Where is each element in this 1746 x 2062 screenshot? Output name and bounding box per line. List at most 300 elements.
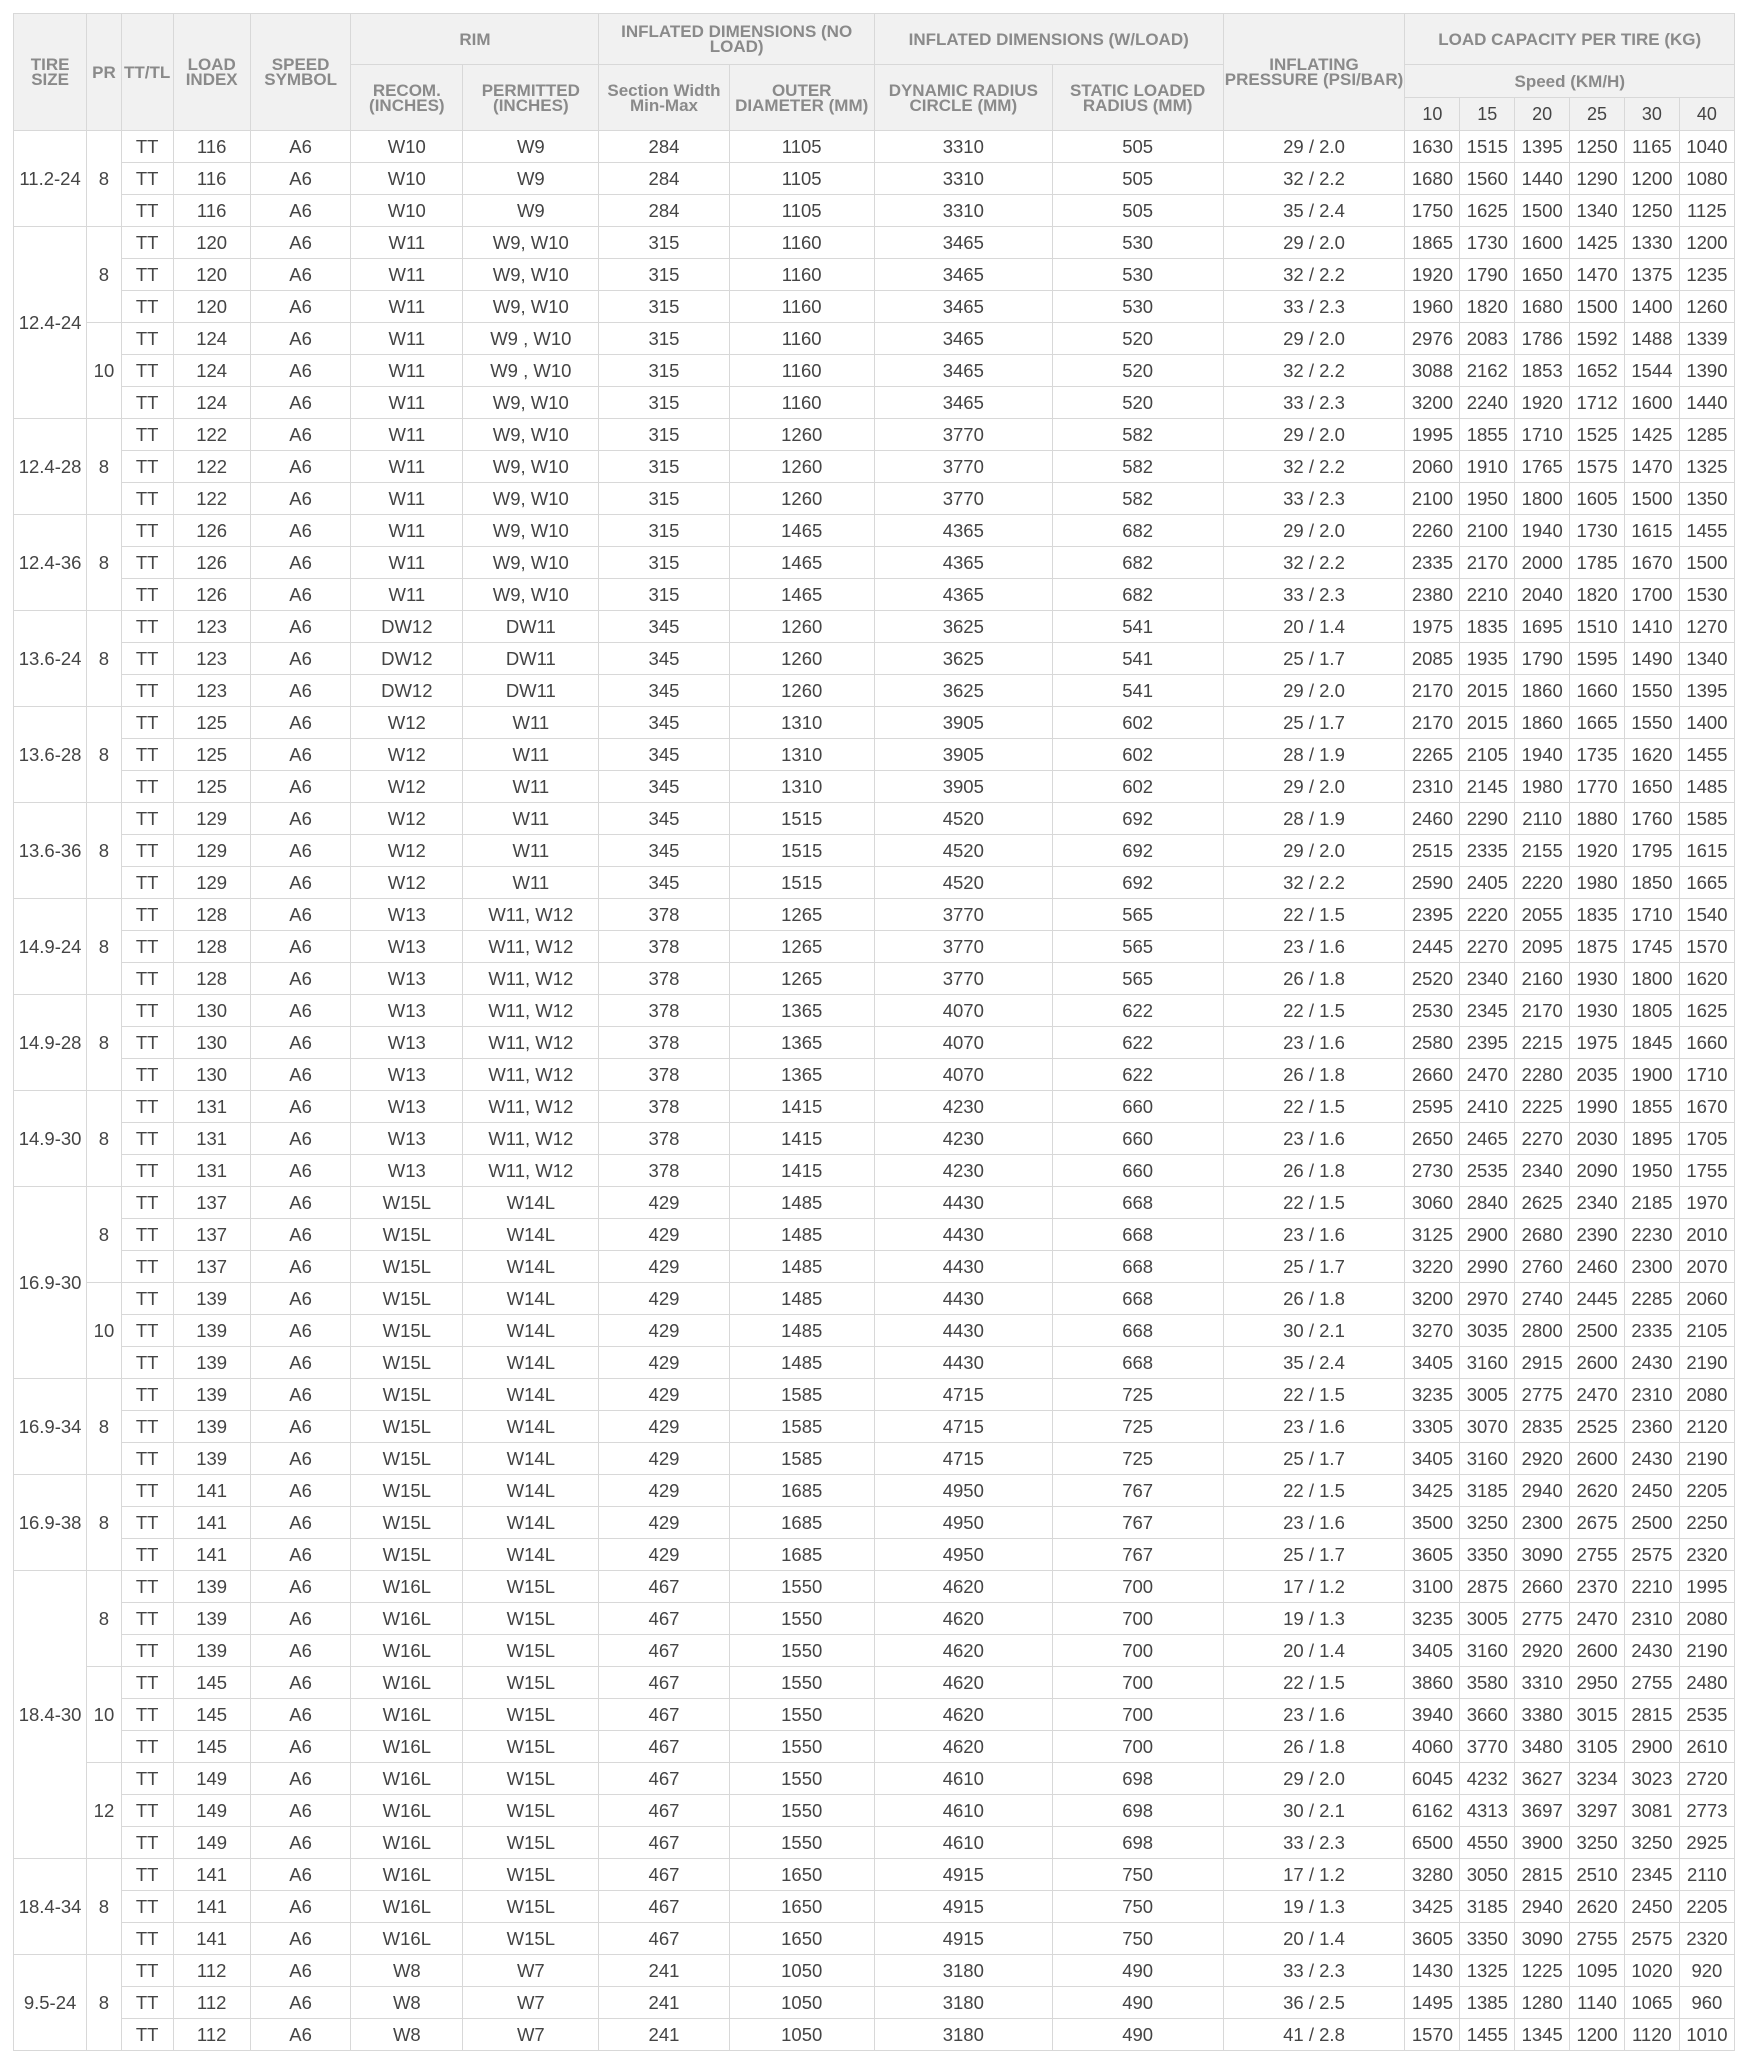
cell-rim-recom: W16L [351,1859,463,1891]
cell-tt-tl: TT [121,515,173,547]
cell-outer-diameter: 1365 [729,995,874,1027]
cell-load-10: 2395 [1405,899,1460,931]
cell-tt-tl: TT [121,707,173,739]
cell-load-index: 141 [173,1891,250,1923]
cell-static-radius: 692 [1052,835,1223,867]
cell-load-20: 1225 [1515,1955,1570,1987]
cell-static-radius: 700 [1052,1571,1223,1603]
cell-speed-symbol: A6 [250,1219,351,1251]
cell-inflating-pressure: 22 / 1.5 [1223,1475,1405,1507]
cell-load-index: 122 [173,451,250,483]
cell-load-10: 2060 [1405,451,1460,483]
cell-speed-symbol: A6 [250,1795,351,1827]
table-row [14,515,1735,547]
cell-load-25: 1200 [1570,2019,1625,2051]
cell-load-30: 1330 [1624,227,1679,259]
cell-rim-permitted: DW11 [463,675,599,707]
cell-load-25: 2950 [1570,1667,1625,1699]
cell-inflating-pressure: 33 / 2.3 [1223,291,1405,323]
cell-load-40: 2610 [1679,1731,1734,1763]
cell-outer-diameter: 1160 [729,387,874,419]
cell-outer-diameter: 1465 [729,547,874,579]
cell-section-width: 315 [599,387,729,419]
cell-tire-size: 16.9-34 [14,1379,87,1475]
cell-speed-symbol: A6 [250,1571,351,1603]
cell-dynamic-radius: 4230 [874,1155,1052,1187]
cell-tt-tl: TT [121,867,173,899]
cell-dynamic-radius: 4915 [874,1923,1052,1955]
cell-section-width: 429 [599,1283,729,1315]
cell-section-width: 284 [599,195,729,227]
cell-static-radius: 541 [1052,643,1223,675]
cell-load-25: 2090 [1570,1155,1625,1187]
cell-load-10: 2976 [1405,323,1460,355]
cell-tt-tl: TT [121,259,173,291]
cell-inflating-pressure: 33 / 2.3 [1223,1827,1405,1859]
cell-load-40: 1995 [1679,1571,1734,1603]
cell-load-25: 1250 [1570,131,1625,163]
cell-inflating-pressure: 29 / 2.0 [1223,131,1405,163]
cell-load-20: 1600 [1515,227,1570,259]
cell-load-30: 2335 [1624,1315,1679,1347]
cell-dynamic-radius: 4230 [874,1123,1052,1155]
cell-outer-diameter: 1550 [729,1635,874,1667]
cell-tt-tl: TT [121,547,173,579]
cell-load-10: 3425 [1405,1891,1460,1923]
cell-load-10: 3940 [1405,1699,1460,1731]
cell-rim-recom: W16L [351,1827,463,1859]
cell-outer-diameter: 1050 [729,1955,874,1987]
cell-load-20: 2095 [1515,931,1570,963]
cell-load-25: 2445 [1570,1283,1625,1315]
cell-inflating-pressure: 29 / 2.0 [1223,1763,1405,1795]
cell-speed-symbol: A6 [250,291,351,323]
cell-static-radius: 725 [1052,1379,1223,1411]
cell-speed-symbol: A6 [250,515,351,547]
cell-load-index: 126 [173,547,250,579]
cell-dynamic-radius: 3465 [874,387,1052,419]
cell-section-width: 378 [599,1027,729,1059]
cell-speed-symbol: A6 [250,1987,351,2019]
cell-load-30: 2285 [1624,1283,1679,1315]
cell-tire-size: 12.4-24 [14,227,87,419]
cell-pr: 8 [87,611,122,707]
cell-outer-diameter: 1585 [729,1379,874,1411]
cell-load-25: 1665 [1570,707,1625,739]
cell-rim-recom: W12 [351,803,463,835]
cell-tt-tl: TT [121,1667,173,1699]
cell-static-radius: 700 [1052,1667,1223,1699]
cell-pr: 12 [87,1763,122,1859]
cell-load-40: 1260 [1679,291,1734,323]
cell-load-30: 2210 [1624,1571,1679,1603]
table-row [14,1603,1735,1635]
cell-static-radius: 505 [1052,163,1223,195]
cell-speed-symbol: A6 [250,1699,351,1731]
cell-load-10: 6500 [1405,1827,1460,1859]
cell-load-30: 1400 [1624,291,1679,323]
cell-inflating-pressure: 33 / 2.3 [1223,483,1405,515]
cell-dynamic-radius: 3180 [874,2019,1052,2051]
tire-spec-table-wrapper [13,13,1735,2051]
cell-pr: 10 [87,1667,122,1763]
cell-load-20: 3697 [1515,1795,1570,1827]
cell-load-index: 141 [173,1923,250,1955]
cell-load-20: 2660 [1515,1571,1570,1603]
cell-load-15: 1455 [1460,2019,1515,2051]
cell-inflating-pressure: 23 / 1.6 [1223,931,1405,963]
cell-section-width: 467 [599,1635,729,1667]
col-rim-recom: RECOM. (INCHES) [351,65,463,131]
cell-tt-tl: TT [121,1987,173,2019]
cell-load-40: 2190 [1679,1635,1734,1667]
cell-pr: 8 [87,515,122,611]
cell-inflating-pressure: 26 / 1.8 [1223,1155,1405,1187]
cell-rim-permitted: W9, W10 [463,387,599,419]
cell-static-radius: 582 [1052,451,1223,483]
cell-outer-diameter: 1310 [729,739,874,771]
cell-load-index: 122 [173,483,250,515]
cell-section-width: 467 [599,1667,729,1699]
cell-section-width: 429 [599,1539,729,1571]
cell-speed-symbol: A6 [250,419,351,451]
cell-load-20: 2920 [1515,1443,1570,1475]
cell-outer-diameter: 1685 [729,1507,874,1539]
cell-load-15: 3770 [1460,1731,1515,1763]
cell-load-15: 1935 [1460,643,1515,675]
cell-load-25: 2470 [1570,1603,1625,1635]
cell-load-40: 2080 [1679,1603,1734,1635]
cell-tt-tl: TT [121,451,173,483]
cell-outer-diameter: 1265 [729,931,874,963]
cell-rim-permitted: W14L [463,1379,599,1411]
cell-load-15: 1950 [1460,483,1515,515]
cell-outer-diameter: 1515 [729,835,874,867]
cell-inflating-pressure: 32 / 2.2 [1223,355,1405,387]
cell-section-width: 345 [599,835,729,867]
cell-dynamic-radius: 4070 [874,1027,1052,1059]
cell-load-index: 137 [173,1219,250,1251]
cell-tt-tl: TT [121,2019,173,2051]
cell-speed-symbol: A6 [250,163,351,195]
cell-static-radius: 602 [1052,707,1223,739]
cell-load-25: 1592 [1570,323,1625,355]
cell-load-10: 3235 [1405,1379,1460,1411]
cell-static-radius: 622 [1052,995,1223,1027]
cell-inflating-pressure: 23 / 1.6 [1223,1219,1405,1251]
table-row [14,259,1735,291]
table-row [14,1923,1735,1955]
cell-load-40: 1500 [1679,547,1734,579]
cell-load-30: 1615 [1624,515,1679,547]
cell-tt-tl: TT [121,1315,173,1347]
cell-inflating-pressure: 25 / 1.7 [1223,707,1405,739]
cell-outer-diameter: 1260 [729,643,874,675]
cell-speed-symbol: A6 [250,739,351,771]
cell-load-15: 2220 [1460,899,1515,931]
cell-load-40: 1710 [1679,1059,1734,1091]
cell-section-width: 429 [599,1219,729,1251]
cell-load-40: 1670 [1679,1091,1734,1123]
cell-load-15: 2970 [1460,1283,1515,1315]
cell-load-20: 1710 [1515,419,1570,451]
cell-tt-tl: TT [121,1155,173,1187]
cell-load-30: 1470 [1624,451,1679,483]
cell-tire-size: 16.9-30 [14,1187,87,1379]
cell-load-10: 1750 [1405,195,1460,227]
cell-tire-size: 12.4-36 [14,515,87,611]
cell-load-40: 2120 [1679,1411,1734,1443]
col-load-index: LOAD INDEX [173,14,250,131]
cell-section-width: 345 [599,771,729,803]
cell-dynamic-radius: 4230 [874,1091,1052,1123]
cell-static-radius: 530 [1052,227,1223,259]
cell-rim-recom: W11 [351,291,463,323]
cell-speed-symbol: A6 [250,451,351,483]
cell-load-10: 3088 [1405,355,1460,387]
table-row [14,483,1735,515]
cell-load-30: 1375 [1624,259,1679,291]
cell-section-width: 467 [599,1859,729,1891]
cell-rim-recom: W8 [351,2019,463,2051]
cell-rim-permitted: W11, W12 [463,1091,599,1123]
cell-load-index: 125 [173,707,250,739]
cell-speed-symbol: A6 [250,1859,351,1891]
cell-load-20: 2940 [1515,1891,1570,1923]
cell-load-15: 3005 [1460,1379,1515,1411]
cell-load-30: 1550 [1624,675,1679,707]
cell-load-25: 1770 [1570,771,1625,803]
cell-outer-diameter: 1515 [729,867,874,899]
table-row [14,675,1735,707]
cell-static-radius: 668 [1052,1283,1223,1315]
cell-load-30: 1650 [1624,771,1679,803]
cell-dynamic-radius: 4430 [874,1251,1052,1283]
cell-section-width: 315 [599,579,729,611]
cell-load-25: 3015 [1570,1699,1625,1731]
cell-tt-tl: TT [121,995,173,1027]
cell-inflating-pressure: 20 / 1.4 [1223,611,1405,643]
cell-speed-symbol: A6 [250,1347,351,1379]
cell-load-40: 1340 [1679,643,1734,675]
cell-section-width: 467 [599,1763,729,1795]
cell-tt-tl: TT [121,1763,173,1795]
cell-load-15: 2210 [1460,579,1515,611]
cell-load-15: 4232 [1460,1763,1515,1795]
cell-rim-permitted: W11, W12 [463,1059,599,1091]
cell-tt-tl: TT [121,355,173,387]
cell-load-10: 1960 [1405,291,1460,323]
cell-load-20: 2760 [1515,1251,1570,1283]
cell-outer-diameter: 1265 [729,899,874,931]
cell-dynamic-radius: 3310 [874,163,1052,195]
cell-load-15: 1820 [1460,291,1515,323]
cell-load-20: 2215 [1515,1027,1570,1059]
cell-load-30: 1795 [1624,835,1679,867]
cell-load-40: 2250 [1679,1507,1734,1539]
cell-tt-tl: TT [121,163,173,195]
col-outer-diameter: OUTER DIAMETER (MM) [729,65,874,131]
cell-section-width: 429 [599,1187,729,1219]
cell-load-15: 1790 [1460,259,1515,291]
col-static-radius: STATIC LOADED RADIUS (MM) [1052,65,1223,131]
cell-rim-permitted: W14L [463,1315,599,1347]
cell-dynamic-radius: 3905 [874,707,1052,739]
cell-rim-recom: W16L [351,1635,463,1667]
cell-load-index: 126 [173,579,250,611]
cell-load-30: 2450 [1624,1891,1679,1923]
cell-load-index: 116 [173,195,250,227]
cell-load-10: 3200 [1405,1283,1460,1315]
cell-load-20: 2680 [1515,1219,1570,1251]
cell-load-25: 3234 [1570,1763,1625,1795]
cell-speed-symbol: A6 [250,675,351,707]
cell-speed-symbol: A6 [250,1731,351,1763]
table-row [14,291,1735,323]
cell-load-25: 1652 [1570,355,1625,387]
cell-load-index: 129 [173,867,250,899]
cell-load-20: 1860 [1515,707,1570,739]
cell-speed-symbol: A6 [250,227,351,259]
cell-section-width: 467 [599,1731,729,1763]
cell-tt-tl: TT [121,675,173,707]
cell-rim-permitted: W14L [463,1347,599,1379]
cell-load-30: 1950 [1624,1155,1679,1187]
cell-tt-tl: TT [121,1443,173,1475]
cell-load-index: 124 [173,387,250,419]
cell-load-index: 125 [173,739,250,771]
col-speed-40: 40 [1679,98,1734,131]
cell-rim-recom: W13 [351,963,463,995]
cell-outer-diameter: 1260 [729,451,874,483]
cell-rim-permitted: W9, W10 [463,547,599,579]
cell-rim-recom: W13 [351,1091,463,1123]
cell-tt-tl: TT [121,931,173,963]
cell-rim-permitted: W7 [463,1987,599,2019]
cell-tt-tl: TT [121,1571,173,1603]
cell-tt-tl: TT [121,899,173,931]
cell-rim-recom: W13 [351,1059,463,1091]
cell-load-10: 2730 [1405,1155,1460,1187]
cell-load-15: 2100 [1460,515,1515,547]
cell-inflating-pressure: 22 / 1.5 [1223,995,1405,1027]
cell-section-width: 429 [599,1507,729,1539]
cell-tt-tl: TT [121,1603,173,1635]
cell-section-width: 378 [599,1091,729,1123]
cell-outer-diameter: 1650 [729,1923,874,1955]
cell-load-15: 3050 [1460,1859,1515,1891]
cell-outer-diameter: 1465 [729,515,874,547]
cell-rim-permitted: W9, W10 [463,291,599,323]
cell-static-radius: 582 [1052,419,1223,451]
cell-load-40: 2925 [1679,1827,1734,1859]
cell-speed-symbol: A6 [250,1475,351,1507]
cell-section-width: 429 [599,1379,729,1411]
cell-inflating-pressure: 30 / 2.1 [1223,1795,1405,1827]
cell-static-radius: 622 [1052,1059,1223,1091]
cell-section-width: 345 [599,611,729,643]
cell-pr: 8 [87,1475,122,1571]
cell-tt-tl: TT [121,1795,173,1827]
cell-rim-permitted: W9 [463,195,599,227]
cell-outer-diameter: 1550 [729,1795,874,1827]
cell-speed-symbol: A6 [250,1411,351,1443]
cell-outer-diameter: 1550 [729,1571,874,1603]
cell-speed-symbol: A6 [250,387,351,419]
cell-static-radius: 520 [1052,355,1223,387]
cell-static-radius: 602 [1052,771,1223,803]
cell-pr: 8 [87,803,122,899]
cell-load-15: 3350 [1460,1923,1515,1955]
cell-section-width: 315 [599,291,729,323]
cell-load-25: 1500 [1570,291,1625,323]
cell-dynamic-radius: 3625 [874,643,1052,675]
cell-tt-tl: TT [121,1251,173,1283]
cell-load-20: 1940 [1515,515,1570,547]
cell-load-20: 1395 [1515,131,1570,163]
cell-load-25: 1930 [1570,995,1625,1027]
cell-static-radius: 660 [1052,1091,1223,1123]
cell-rim-recom: W13 [351,1155,463,1187]
cell-rim-recom: W15L [351,1347,463,1379]
cell-load-30: 1855 [1624,1091,1679,1123]
cell-rim-permitted: W11, W12 [463,931,599,963]
cell-static-radius: 505 [1052,195,1223,227]
cell-load-index: 128 [173,963,250,995]
cell-load-20: 1680 [1515,291,1570,323]
cell-load-index: 123 [173,611,250,643]
table-row [14,227,1735,259]
cell-tt-tl: TT [121,1859,173,1891]
cell-load-40: 2110 [1679,1859,1734,1891]
cell-load-30: 2345 [1624,1859,1679,1891]
table-row [14,1475,1735,1507]
cell-speed-symbol: A6 [250,1379,351,1411]
cell-load-30: 1745 [1624,931,1679,963]
cell-pr: 8 [87,419,122,515]
cell-dynamic-radius: 4715 [874,1411,1052,1443]
cell-pr: 8 [87,1379,122,1475]
cell-load-25: 2600 [1570,1443,1625,1475]
cell-tt-tl: TT [121,1283,173,1315]
cell-load-25: 1425 [1570,227,1625,259]
cell-rim-permitted: W15L [463,1635,599,1667]
cell-load-20: 1345 [1515,2019,1570,2051]
cell-load-15: 2340 [1460,963,1515,995]
cell-rim-permitted: W15L [463,1763,599,1795]
cell-tt-tl: TT [121,963,173,995]
cell-load-30: 1065 [1624,1987,1679,2019]
cell-load-index: 139 [173,1347,250,1379]
table-row [14,131,1735,163]
cell-load-15: 2345 [1460,995,1515,1027]
cell-load-20: 1765 [1515,451,1570,483]
cell-load-10: 3860 [1405,1667,1460,1699]
table-row [14,1091,1735,1123]
cell-speed-symbol: A6 [250,835,351,867]
cell-load-20: 2270 [1515,1123,1570,1155]
cell-pr: 10 [87,323,122,419]
cell-dynamic-radius: 4620 [874,1699,1052,1731]
cell-speed-symbol: A6 [250,1059,351,1091]
cell-load-40: 1530 [1679,579,1734,611]
cell-load-10: 1995 [1405,419,1460,451]
table-row [14,899,1735,931]
cell-load-index: 129 [173,835,250,867]
cell-rim-permitted: W11 [463,867,599,899]
cell-outer-diameter: 1515 [729,803,874,835]
cell-speed-symbol: A6 [250,995,351,1027]
